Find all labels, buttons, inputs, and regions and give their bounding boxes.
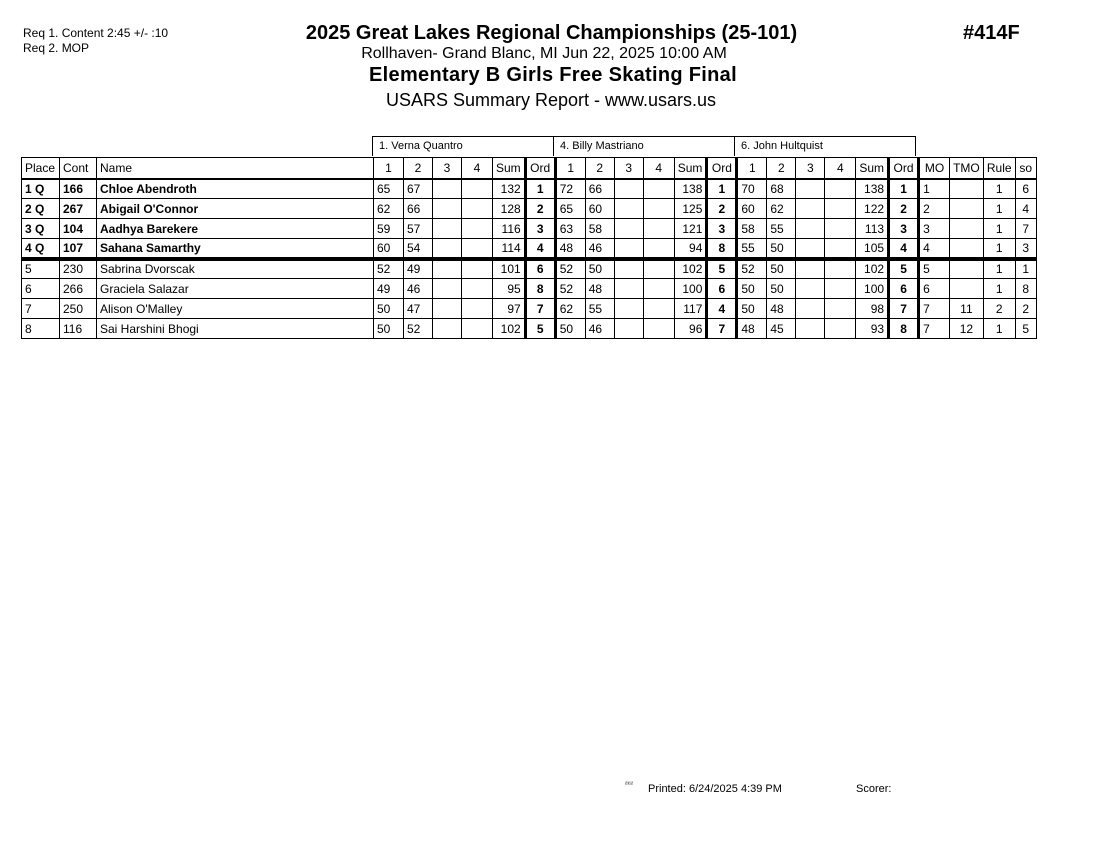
skater-name: Alison O'Malley xyxy=(97,299,374,319)
sum-cell: 122 xyxy=(856,199,889,219)
sum-cell: 97 xyxy=(493,299,526,319)
score-cell: 67 xyxy=(404,179,433,199)
score-cell: 55 xyxy=(585,299,614,319)
place-cell: 4 Q xyxy=(22,239,60,259)
so-cell: 7 xyxy=(1015,219,1036,239)
skater-name: Chloe Abendroth xyxy=(97,179,374,199)
header-score: 2 xyxy=(767,158,796,179)
score-cell: 52 xyxy=(555,279,585,299)
header-cont: Cont xyxy=(60,158,97,179)
ordinal-cell: 3 xyxy=(525,219,555,239)
sum-cell: 96 xyxy=(674,319,707,339)
score-cell: 59 xyxy=(374,219,404,239)
score-cell: 62 xyxy=(555,299,585,319)
header-score: 4 xyxy=(825,158,856,179)
score-cell xyxy=(614,319,643,339)
so-cell: 6 xyxy=(1015,179,1036,199)
header-mo: MO xyxy=(919,158,950,179)
score-cell xyxy=(796,199,825,219)
score-cell: 60 xyxy=(374,239,404,259)
score-cell xyxy=(462,279,493,299)
footer-code: ²³¹² xyxy=(625,782,633,788)
header-tmo: TMO xyxy=(950,158,984,179)
score-cell xyxy=(825,179,856,199)
printed-date: Printed: 6/24/2025 4:39 PM xyxy=(648,783,782,795)
score-cell xyxy=(433,319,462,339)
score-cell: 50 xyxy=(767,239,796,259)
score-cell xyxy=(825,299,856,319)
score-cell: 50 xyxy=(555,319,585,339)
mo-cell: 7 xyxy=(919,319,950,339)
report-title: USARS Summary Report - www.usars.us xyxy=(385,90,717,110)
skater-name: Sabrina Dvorscak xyxy=(97,259,374,279)
tmo-cell xyxy=(950,219,984,239)
score-cell: 49 xyxy=(374,279,404,299)
judge-name: 6. John Hultquist xyxy=(735,137,916,156)
so-cell: 4 xyxy=(1015,199,1036,219)
score-cell xyxy=(643,299,674,319)
score-cell xyxy=(643,219,674,239)
rule-cell: 1 xyxy=(983,199,1015,219)
score-cell: 58 xyxy=(737,219,767,239)
sum-cell: 105 xyxy=(856,239,889,259)
table-row xyxy=(22,219,1037,239)
score-cell xyxy=(643,199,674,219)
score-cell xyxy=(433,219,462,239)
tmo-cell xyxy=(950,179,984,199)
score-cell: 46 xyxy=(585,319,614,339)
score-cell: 60 xyxy=(737,199,767,219)
score-cell: 50 xyxy=(767,279,796,299)
score-cell: 55 xyxy=(767,219,796,239)
score-cell: 50 xyxy=(585,259,614,279)
ordinal-cell: 8 xyxy=(707,239,737,259)
score-cell xyxy=(825,319,856,339)
results-table xyxy=(21,157,1037,339)
contestant-number: 267 xyxy=(60,199,97,219)
sum-cell: 93 xyxy=(856,319,889,339)
score-cell: 68 xyxy=(767,179,796,199)
sum-cell: 114 xyxy=(493,239,526,259)
tmo-cell xyxy=(950,199,984,219)
ordinal-cell: 1 xyxy=(707,179,737,199)
header-score: 4 xyxy=(462,158,493,179)
score-cell: 52 xyxy=(374,259,404,279)
score-cell xyxy=(796,259,825,279)
score-cell xyxy=(825,259,856,279)
judges-header xyxy=(372,136,916,156)
sum-cell: 113 xyxy=(856,219,889,239)
sum-cell: 100 xyxy=(856,279,889,299)
skater-name: Abigail O'Connor xyxy=(97,199,374,219)
table-row xyxy=(22,199,1037,219)
score-cell: 47 xyxy=(404,299,433,319)
rule-cell: 1 xyxy=(983,179,1015,199)
score-cell xyxy=(462,179,493,199)
judge-name: 1. Verna Quantro xyxy=(373,137,554,156)
score-cell: 72 xyxy=(555,179,585,199)
score-cell: 48 xyxy=(767,299,796,319)
mo-cell: 2 xyxy=(919,199,950,219)
score-cell xyxy=(614,299,643,319)
tmo-cell xyxy=(950,279,984,299)
sum-cell: 125 xyxy=(674,199,707,219)
score-cell: 70 xyxy=(737,179,767,199)
requirement-1: Req 1. Content 2:45 +/- :10 xyxy=(23,26,169,40)
ordinal-cell: 4 xyxy=(525,239,555,259)
so-cell: 3 xyxy=(1015,239,1036,259)
place-cell: 2 Q xyxy=(22,199,60,219)
score-cell: 65 xyxy=(374,179,404,199)
ordinal-cell: 6 xyxy=(525,259,555,279)
score-cell: 60 xyxy=(585,199,614,219)
place-cell: 5 xyxy=(22,259,60,279)
score-cell xyxy=(643,179,674,199)
header-ord: Ord xyxy=(525,158,555,179)
score-cell: 57 xyxy=(404,219,433,239)
sum-cell: 116 xyxy=(493,219,526,239)
rule-cell: 1 xyxy=(983,319,1015,339)
competition-title: 2025 Great Lakes Regional Championships (25-101) xyxy=(305,22,798,44)
table-row xyxy=(22,319,1037,339)
sum-cell: 102 xyxy=(674,259,707,279)
sum-cell: 132 xyxy=(493,179,526,199)
place-cell: 8 xyxy=(22,319,60,339)
header-score: 3 xyxy=(796,158,825,179)
sum-cell: 98 xyxy=(856,299,889,319)
score-cell: 62 xyxy=(767,199,796,219)
ordinal-cell: 5 xyxy=(889,259,919,279)
score-cell xyxy=(796,239,825,259)
table-row xyxy=(22,179,1037,199)
score-cell xyxy=(433,259,462,279)
ordinal-cell: 4 xyxy=(889,239,919,259)
sum-cell: 138 xyxy=(856,179,889,199)
so-cell: 1 xyxy=(1015,259,1036,279)
mo-cell: 7 xyxy=(919,299,950,319)
header-score: 4 xyxy=(643,158,674,179)
header-score: 2 xyxy=(585,158,614,179)
contestant-number: 104 xyxy=(60,219,97,239)
ordinal-cell: 4 xyxy=(707,299,737,319)
sum-cell: 100 xyxy=(674,279,707,299)
header-ord: Ord xyxy=(889,158,919,179)
score-cell xyxy=(614,199,643,219)
score-cell: 46 xyxy=(404,279,433,299)
sum-cell: 94 xyxy=(674,239,707,259)
score-cell xyxy=(825,199,856,219)
ordinal-cell: 7 xyxy=(889,299,919,319)
score-cell xyxy=(796,299,825,319)
sum-cell: 101 xyxy=(493,259,526,279)
score-cell xyxy=(433,279,462,299)
skater-name: Sai Harshini Bhogi xyxy=(97,319,374,339)
score-cell: 50 xyxy=(767,259,796,279)
table-row xyxy=(22,279,1037,299)
score-cell xyxy=(643,279,674,299)
score-cell: 66 xyxy=(404,199,433,219)
score-cell xyxy=(433,299,462,319)
score-cell xyxy=(462,319,493,339)
so-cell: 5 xyxy=(1015,319,1036,339)
score-cell: 52 xyxy=(555,259,585,279)
header-score: 1 xyxy=(555,158,585,179)
ordinal-cell: 8 xyxy=(889,319,919,339)
score-cell: 66 xyxy=(585,179,614,199)
header-score: 2 xyxy=(404,158,433,179)
event-number: #414F xyxy=(963,22,1020,44)
mo-cell: 6 xyxy=(919,279,950,299)
contestant-number: 116 xyxy=(60,319,97,339)
sum-cell: 102 xyxy=(493,319,526,339)
column-header-row xyxy=(22,158,1037,179)
score-cell: 50 xyxy=(737,279,767,299)
skater-name: Aadhya Barekere xyxy=(97,219,374,239)
place-cell: 3 Q xyxy=(22,219,60,239)
sum-cell: 102 xyxy=(856,259,889,279)
ordinal-cell: 6 xyxy=(889,279,919,299)
contestant-number: 266 xyxy=(60,279,97,299)
score-cell xyxy=(433,179,462,199)
table-row xyxy=(22,259,1037,279)
contestant-number: 107 xyxy=(60,239,97,259)
score-cell: 50 xyxy=(374,319,404,339)
score-cell xyxy=(462,259,493,279)
header-score: 3 xyxy=(433,158,462,179)
score-cell xyxy=(433,199,462,219)
header-sum: Sum xyxy=(493,158,526,179)
score-cell xyxy=(796,219,825,239)
header-ord: Ord xyxy=(707,158,737,179)
score-cell: 63 xyxy=(555,219,585,239)
score-cell: 46 xyxy=(585,239,614,259)
score-cell: 48 xyxy=(737,319,767,339)
ordinal-cell: 2 xyxy=(707,199,737,219)
score-cell: 52 xyxy=(404,319,433,339)
score-cell: 45 xyxy=(767,319,796,339)
score-cell xyxy=(433,239,462,259)
sum-cell: 95 xyxy=(493,279,526,299)
rule-cell: 1 xyxy=(983,239,1015,259)
table-row xyxy=(22,299,1037,319)
score-cell: 62 xyxy=(374,199,404,219)
mo-cell: 4 xyxy=(919,239,950,259)
score-cell: 50 xyxy=(374,299,404,319)
tmo-cell xyxy=(950,239,984,259)
ordinal-cell: 7 xyxy=(707,319,737,339)
score-cell xyxy=(796,279,825,299)
score-cell xyxy=(614,239,643,259)
place-cell: 6 xyxy=(22,279,60,299)
score-cell xyxy=(796,179,825,199)
contestant-number: 166 xyxy=(60,179,97,199)
score-cell: 48 xyxy=(585,279,614,299)
sum-cell: 128 xyxy=(493,199,526,219)
ordinal-cell: 8 xyxy=(525,279,555,299)
header-score: 1 xyxy=(737,158,767,179)
score-cell: 54 xyxy=(404,239,433,259)
score-cell xyxy=(796,319,825,339)
so-cell: 2 xyxy=(1015,299,1036,319)
score-cell xyxy=(825,279,856,299)
score-cell xyxy=(643,259,674,279)
place-cell: 1 Q xyxy=(22,179,60,199)
header-rule: Rule xyxy=(983,158,1015,179)
ordinal-cell: 1 xyxy=(525,179,555,199)
place-cell: 7 xyxy=(22,299,60,319)
table-row xyxy=(22,239,1037,259)
event-title: Elementary B Girls Free Skating Final xyxy=(369,64,737,86)
score-cell: 52 xyxy=(737,259,767,279)
score-cell xyxy=(462,219,493,239)
ordinal-cell: 2 xyxy=(525,199,555,219)
header-place: Place xyxy=(22,158,60,179)
header-so: so xyxy=(1015,158,1036,179)
score-cell xyxy=(614,219,643,239)
score-cell xyxy=(643,239,674,259)
skater-name: Sahana Samarthy xyxy=(97,239,374,259)
ordinal-cell: 1 xyxy=(889,179,919,199)
score-cell xyxy=(462,299,493,319)
score-cell: 50 xyxy=(737,299,767,319)
score-cell: 55 xyxy=(737,239,767,259)
score-cell: 58 xyxy=(585,219,614,239)
contestant-number: 250 xyxy=(60,299,97,319)
score-cell xyxy=(462,199,493,219)
rule-cell: 1 xyxy=(983,219,1015,239)
ordinal-cell: 5 xyxy=(707,259,737,279)
ordinal-cell: 5 xyxy=(525,319,555,339)
tmo-cell xyxy=(950,259,984,279)
scorer-label: Scorer: xyxy=(856,783,892,795)
score-cell xyxy=(643,319,674,339)
tmo-cell: 12 xyxy=(950,319,984,339)
sum-cell: 138 xyxy=(674,179,707,199)
sum-cell: 121 xyxy=(674,219,707,239)
header-score: 3 xyxy=(614,158,643,179)
mo-cell: 3 xyxy=(919,219,950,239)
header-score: 1 xyxy=(374,158,404,179)
score-cell xyxy=(825,239,856,259)
score-cell xyxy=(614,259,643,279)
score-cell: 48 xyxy=(555,239,585,259)
tmo-cell: 11 xyxy=(950,299,984,319)
score-cell: 65 xyxy=(555,199,585,219)
rule-cell: 1 xyxy=(983,259,1015,279)
mo-cell: 5 xyxy=(919,259,950,279)
score-cell xyxy=(462,239,493,259)
rule-cell: 2 xyxy=(983,299,1015,319)
requirement-2: Req 2. MOP xyxy=(23,41,90,55)
ordinal-cell: 7 xyxy=(525,299,555,319)
header-name: Name xyxy=(97,158,374,179)
judge-name: 4. Billy Mastriano xyxy=(554,137,735,156)
score-cell xyxy=(825,219,856,239)
so-cell: 8 xyxy=(1015,279,1036,299)
contestant-number: 230 xyxy=(60,259,97,279)
ordinal-cell: 3 xyxy=(707,219,737,239)
score-cell xyxy=(614,179,643,199)
sum-cell: 117 xyxy=(674,299,707,319)
ordinal-cell: 3 xyxy=(889,219,919,239)
ordinal-cell: 6 xyxy=(707,279,737,299)
skater-name: Graciela Salazar xyxy=(97,279,374,299)
rule-cell: 1 xyxy=(983,279,1015,299)
mo-cell: 1 xyxy=(919,179,950,199)
score-cell xyxy=(614,279,643,299)
ordinal-cell: 2 xyxy=(889,199,919,219)
header-sum: Sum xyxy=(856,158,889,179)
score-cell: 49 xyxy=(404,259,433,279)
header-sum: Sum xyxy=(674,158,707,179)
location-date: Rollhaven- Grand Blanc, MI Jun 22, 2025 10:00 AM xyxy=(361,45,727,62)
